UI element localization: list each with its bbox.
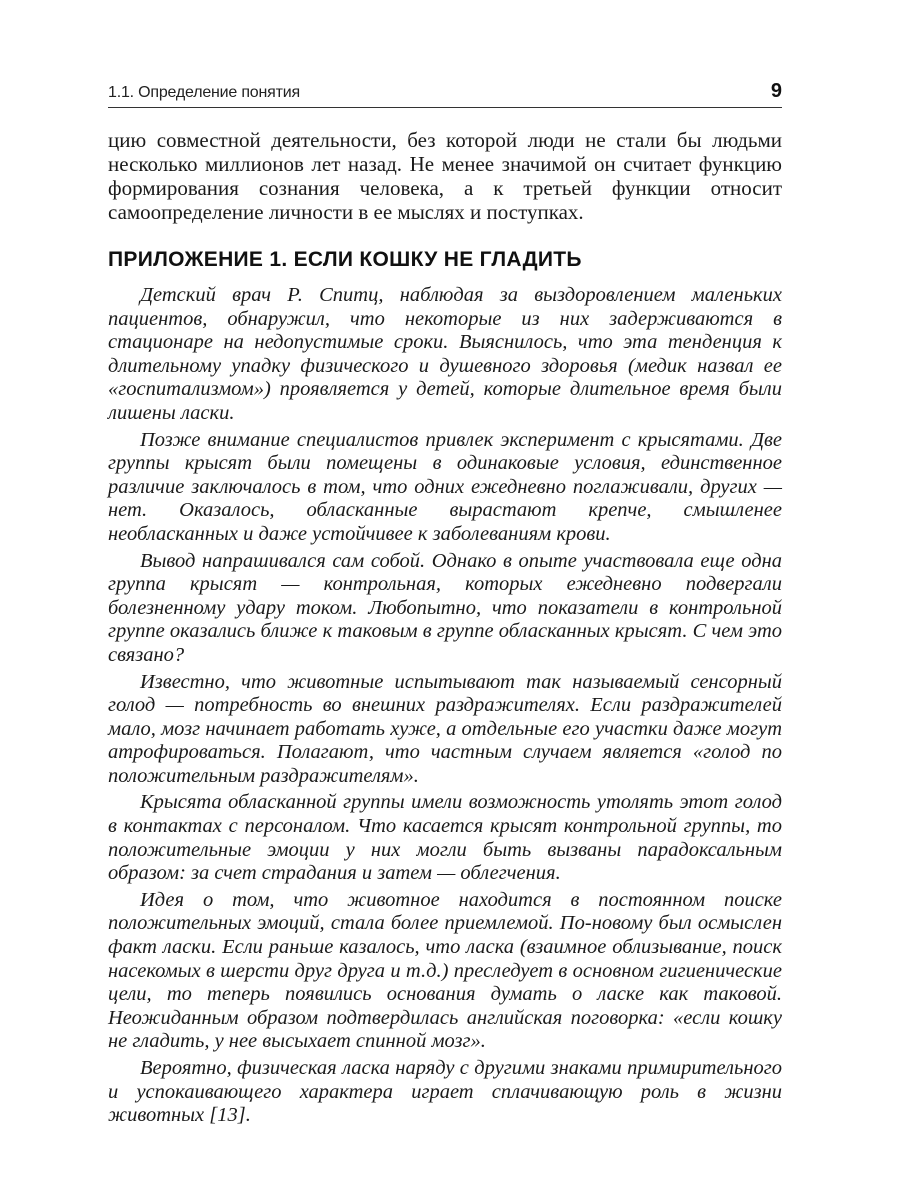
section-title: ПРИЛОЖЕНИЕ 1. ЕСЛИ КОШКУ НЕ ГЛАДИТЬ [108,248,582,271]
appendix-paragraph: Крысята обласканной группы имели возможность утолять этот голод в контактах с персоналом. Что касается крысят контрольной группы, то положительные эмоции у них могли быть вызваны парадоксальным образом: за счет страдания и затем — облегчения. [108,791,782,885]
appendix-paragraph: Детский врач Р. Спитц, наблюдая за выздоровлением маленьких пациентов, обнаружил, что некоторые из них задерживаются в стационаре на недопустимые сроки. Выяснилось, что эта тенденция к длительному упадку физического и душевного здоровья (медик назвал ее «госпитализмом») проявляется у детей, которые длительное время были лишены ласки. [108,284,782,424]
running-title: 1.1. Определение понятия [108,84,300,101]
appendix-paragraph: Известно, что животные испытывают так называемый сенсорный голод — потребность во внешних раздражителях. Если раздражителей мало, мозг начинает работать хуже, а отдельные его участки даже могут атрофироваться. Полагают, что частным случаем является «голод по положительным раздражителям». [108,670,782,787]
appendix-paragraph: Идея о том, что животное находится в постоянном поиске положительных эмоций, стала более приемлемой. По-новому был осмыслен факт ласки. Если раньше казалось, что ласка (взаимное облизывание, поиск насекомых в шерсти друг друга и т.д.) преследует в основном гигиенические цели, то теперь появились основания думать о ласке как таковой. Неожиданным образом подтвердилась английская поговорка: «если кошку не гладить, у нее высыхает спинной мозг». [108,888,782,1053]
intro-paragraph: цию совместной деятельности, без которой люди не стали бы людьми несколько миллионов лет назад. Не менее значимой он считает функцию формирования сознания человека, а к третьей функции относит самоопределение личности в ее мыслях и поступках. [108,128,782,224]
appendix-paragraph: Позже внимание специалистов привлек эксперимент с крысятами. Две группы крысят были помещены в одинаковые условия, единственное различие заключалось в том, что одних ежедневно поглаживали, других — нет. Оказалось, обласканные вырастают крепче, смышленее необласканных и даже устойчивее к заболеваниям крови. [108,428,782,545]
page-header [108,80,782,108]
appendix-paragraph: Вероятно, физическая ласка наряду с другими знаками примирительного и успокаивающего характера играет сплачивающую роль в жизни животных [13]. [108,1057,782,1127]
header-divider [108,107,782,108]
appendix-paragraph: Вывод напрашивался сам собой. Однако в опыте участвовала еще одна группа крысят — контрольная, которых ежедневно подвергали болезненному удару током. Любопытно, что показатели в контрольной группе оказались ближе к таковым в группе обласканных крысят. С чем это связано? [108,549,782,666]
appendix-body [108,284,782,1131]
page-number: 9 [770,80,782,102]
